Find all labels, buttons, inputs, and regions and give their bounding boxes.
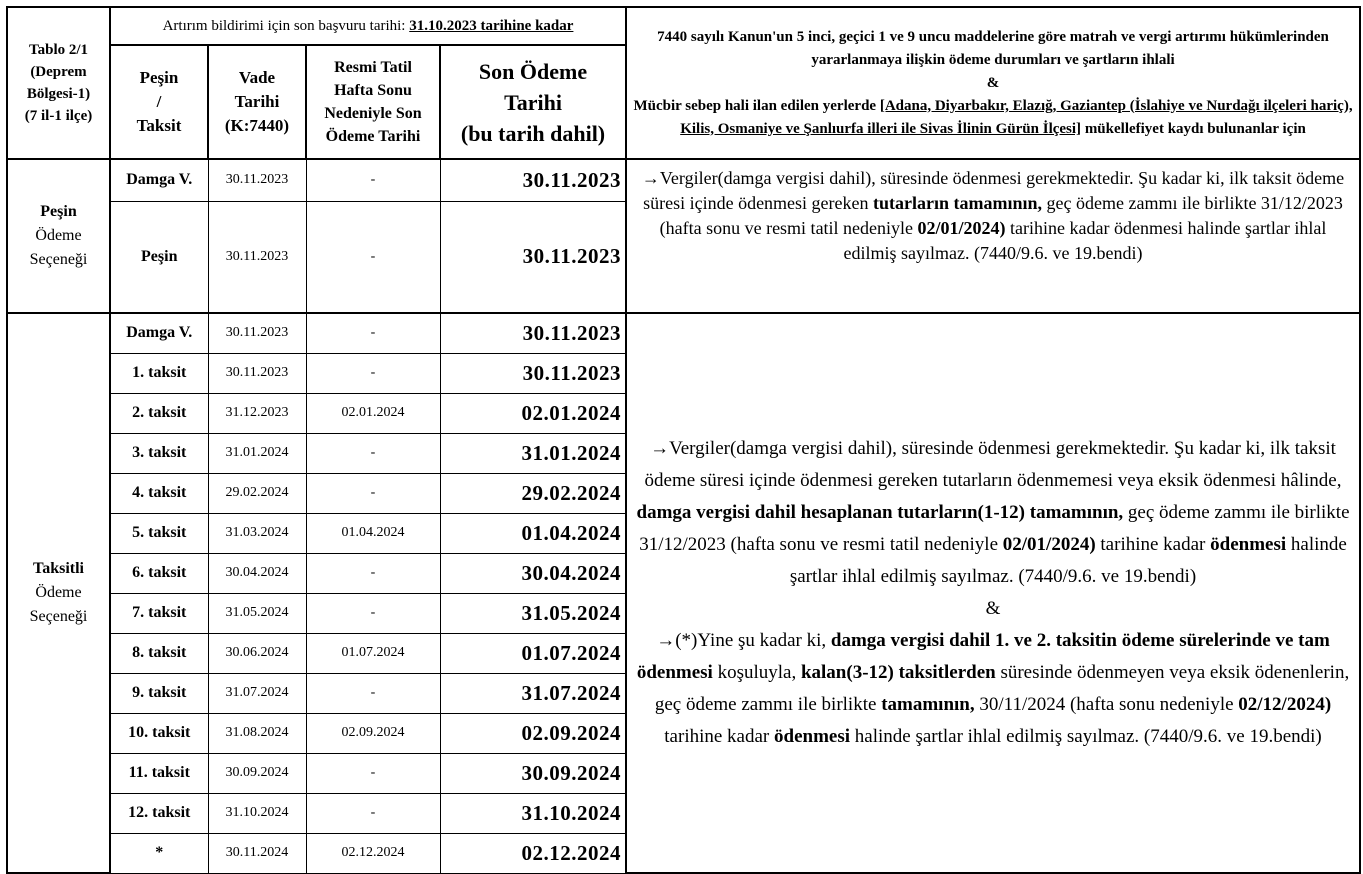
- note-text: tarihine kadar ödenmesi halinde şartlar ihlal edilmiş sayılmaz. (7440/9.6. ve 19.bendi): [843, 218, 1327, 263]
- vade-date: 29.02.2024: [208, 473, 306, 513]
- tatil-date: 02.12.2024: [306, 833, 440, 873]
- table-row: [7, 159, 1360, 201]
- vade-date: 30.11.2023: [208, 353, 306, 393]
- deadline-prefix: Artırım bildirimi için son başvuru tarihi:: [162, 17, 410, 34]
- tatil-date: -: [306, 753, 440, 793]
- note-text: →Vergiler(damga vergisi dahil), süresinde ödenmesi gerekmektedir. Şu kadar ki, ilk taksit ödeme süresi içinde ödenmesi gereken: [641, 168, 1345, 213]
- son-odeme-date: 30.11.2023: [440, 201, 626, 313]
- note-text: ödenmesi: [774, 726, 851, 747]
- note-text: süresinde ödenmeyen veya eksik ödenenlerin, geç ödeme zammı ile birlikte: [654, 662, 1350, 715]
- note-text: damga vergisi dahil 1. ve 2. taksitin ödeme sürelerinde ve tam ödenmesi: [636, 630, 1330, 683]
- note-text: 02/01/2024): [1002, 534, 1096, 555]
- tatil-date: -: [306, 593, 440, 633]
- vade-date: 30.11.2023: [208, 313, 306, 353]
- note-text: halinde şartlar ihlal edilmiş sayılmaz. (7440/9.6. ve 19.bendi): [789, 534, 1347, 587]
- table-label: Tablo 2/1 (Deprem Bölgesi-1) (7 il-1 ilçe): [7, 7, 110, 159]
- son-odeme-date: 30.11.2023: [440, 313, 626, 353]
- vade-date: 31.07.2024: [208, 673, 306, 713]
- row-label: 2. taksit: [110, 393, 208, 433]
- table-row: [7, 313, 1360, 353]
- note-text: 02/12/2024): [1238, 694, 1332, 715]
- note-text: →Vergiler(damga vergisi dahil), süresinde ödenmesi gerekmektedir. Şu kadar ki, ilk taksit ödeme süresi içinde ödenmesi gereken tutarların ödenmemesi veya eksik ödenmesi hâlinde,: [644, 438, 1342, 491]
- note-text: tutarların tamamının,: [873, 193, 1043, 213]
- payment-schedule-table: [6, 6, 1361, 874]
- right-header-cell: [626, 7, 1360, 159]
- col-header-vade: Vade Tarihi (K:7440): [208, 45, 306, 159]
- son-odeme-date: 02.09.2024: [440, 713, 626, 753]
- note-text: kalan(3-12) taksitlerden: [800, 662, 996, 683]
- row-label: 6. taksit: [110, 553, 208, 593]
- tatil-date: 02.09.2024: [306, 713, 440, 753]
- taksit-note: [626, 313, 1360, 873]
- son-odeme-date: 30.11.2023: [440, 159, 626, 201]
- row-label: 3. taksit: [110, 433, 208, 473]
- deadline-cell: [110, 7, 626, 45]
- son-odeme-date: 30.04.2024: [440, 553, 626, 593]
- tatil-date: 02.01.2024: [306, 393, 440, 433]
- row-label: 5. taksit: [110, 513, 208, 553]
- son-odeme-date: 01.04.2024: [440, 513, 626, 553]
- note-text: damga vergisi dahil hesaplanan tutarların(1-12) tamamının,: [636, 502, 1124, 523]
- note-text: ödenmesi: [1210, 534, 1287, 555]
- row-label: 1. taksit: [110, 353, 208, 393]
- son-odeme-date: 31.05.2024: [440, 593, 626, 633]
- son-odeme-date: 31.10.2024: [440, 793, 626, 833]
- payment-table-wrapper: [6, 6, 1361, 874]
- pesin-group-label: [7, 159, 110, 313]
- note-text: geç ödeme zammı ile birlikte 31/12/2023 (hafta sonu ve resmi tatil nedeniyle: [659, 193, 1343, 238]
- right-header-prefix: Mücbir sebep hali ilan edilen yerlerde: [633, 97, 880, 114]
- row-label: 9. taksit: [110, 673, 208, 713]
- vade-date: 31.05.2024: [208, 593, 306, 633]
- son-odeme-date: 29.02.2024: [440, 473, 626, 513]
- note-text: 02/01/2024): [917, 218, 1006, 238]
- row-label: 8. taksit: [110, 633, 208, 673]
- vade-date: 30.11.2023: [208, 159, 306, 201]
- vade-date: 30.04.2024: [208, 553, 306, 593]
- tatil-date: -: [306, 159, 440, 201]
- tatil-date: -: [306, 201, 440, 313]
- son-odeme-date: 30.09.2024: [440, 753, 626, 793]
- son-odeme-date: 31.01.2024: [440, 433, 626, 473]
- right-header-suffix: mükellefiyet kaydı bulunanlar için: [1081, 120, 1306, 137]
- row-label: Damga V.: [110, 313, 208, 353]
- son-odeme-date: 02.12.2024: [440, 833, 626, 873]
- taksit-group-sub: Ödeme Seçeneği: [29, 584, 88, 625]
- pesin-note: [626, 159, 1360, 313]
- tatil-date: -: [306, 553, 440, 593]
- tatil-date: -: [306, 473, 440, 513]
- deadline-value: 31.10.2023 tarihine kadar: [409, 17, 574, 34]
- row-label: 12. taksit: [110, 793, 208, 833]
- son-odeme-date: 02.01.2024: [440, 393, 626, 433]
- tatil-date: -: [306, 353, 440, 393]
- row-label: 4. taksit: [110, 473, 208, 513]
- row-label: Damga V.: [110, 159, 208, 201]
- row-label: 7. taksit: [110, 593, 208, 633]
- son-odeme-date: 31.07.2024: [440, 673, 626, 713]
- tatil-date: 01.04.2024: [306, 513, 440, 553]
- vade-date: 30.11.2023: [208, 201, 306, 313]
- row-label: Peşin: [110, 201, 208, 313]
- note-text: &: [985, 598, 1001, 619]
- right-header-places: [Adana, Diyarbakır, Elazığ, Gaziantep (İslahiye ve Nurdağı ilçeleri hariç), Kilis, Osmaniye ve Şanlıurfa illeri ile Sivas İlinin Gürün İlçesi]: [680, 97, 1353, 137]
- row-label: 10. taksit: [110, 713, 208, 753]
- vade-date: 31.01.2024: [208, 433, 306, 473]
- note-text: geç ödeme zammı ile birlikte 31/12/2023 (hafta sonu ve resmi tatil nedeniyle: [639, 502, 1350, 555]
- vade-date: 31.12.2023: [208, 393, 306, 433]
- tatil-date: 01.07.2024: [306, 633, 440, 673]
- right-header-line1: 7440 sayılı Kanun'un 5 inci, geçici 1 ve 9 uncu maddelerine göre matrah ve vergi artırımı hükümlerinden yararlanmaya ilişkin ödeme durumları ve şartların ihlali: [657, 28, 1329, 68]
- vade-date: 30.11.2024: [208, 833, 306, 873]
- note-text: tarihine kadar: [1095, 534, 1211, 555]
- note-text: halinde şartlar ihlal edilmiş sayılmaz. (7440/9.6. ve 19.bendi): [850, 726, 1322, 747]
- tatil-date: -: [306, 313, 440, 353]
- note-text: tarihine kadar: [664, 726, 775, 747]
- right-header-line2: [631, 95, 1355, 141]
- col-header-son-odeme: Son Ödeme Tarihi (bu tarih dahil): [440, 45, 626, 159]
- tatil-date: -: [306, 433, 440, 473]
- col-header-pesin-taksit: Peşin / Taksit: [110, 45, 208, 159]
- col-header-resmi-tatil: Resmi Tatil Hafta Sonu Nedeniyle Son Ödeme Tarihi: [306, 45, 440, 159]
- vade-date: 31.08.2024: [208, 713, 306, 753]
- note-text: tamamının,: [881, 694, 975, 715]
- row-label: *: [110, 833, 208, 873]
- note-text: 30/11/2024 (hafta sonu nedeniyle: [974, 694, 1239, 715]
- vade-date: 30.06.2024: [208, 633, 306, 673]
- row-label: 11. taksit: [110, 753, 208, 793]
- note-text: koşuluyla,: [712, 662, 801, 683]
- right-header-amp: &: [986, 74, 1000, 91]
- pesin-group-sub: Ödeme Seçeneği: [29, 227, 88, 268]
- taksit-group-title: Taksitli: [33, 560, 84, 577]
- note-text: →(*)Yine şu kadar ki,: [656, 630, 831, 651]
- vade-date: 30.09.2024: [208, 753, 306, 793]
- tatil-date: -: [306, 793, 440, 833]
- taksit-group-label: [7, 313, 110, 873]
- son-odeme-date: 30.11.2023: [440, 353, 626, 393]
- son-odeme-date: 01.07.2024: [440, 633, 626, 673]
- tatil-date: -: [306, 673, 440, 713]
- vade-date: 31.03.2024: [208, 513, 306, 553]
- pesin-group-title: Peşin: [40, 203, 77, 220]
- vade-date: 31.10.2024: [208, 793, 306, 833]
